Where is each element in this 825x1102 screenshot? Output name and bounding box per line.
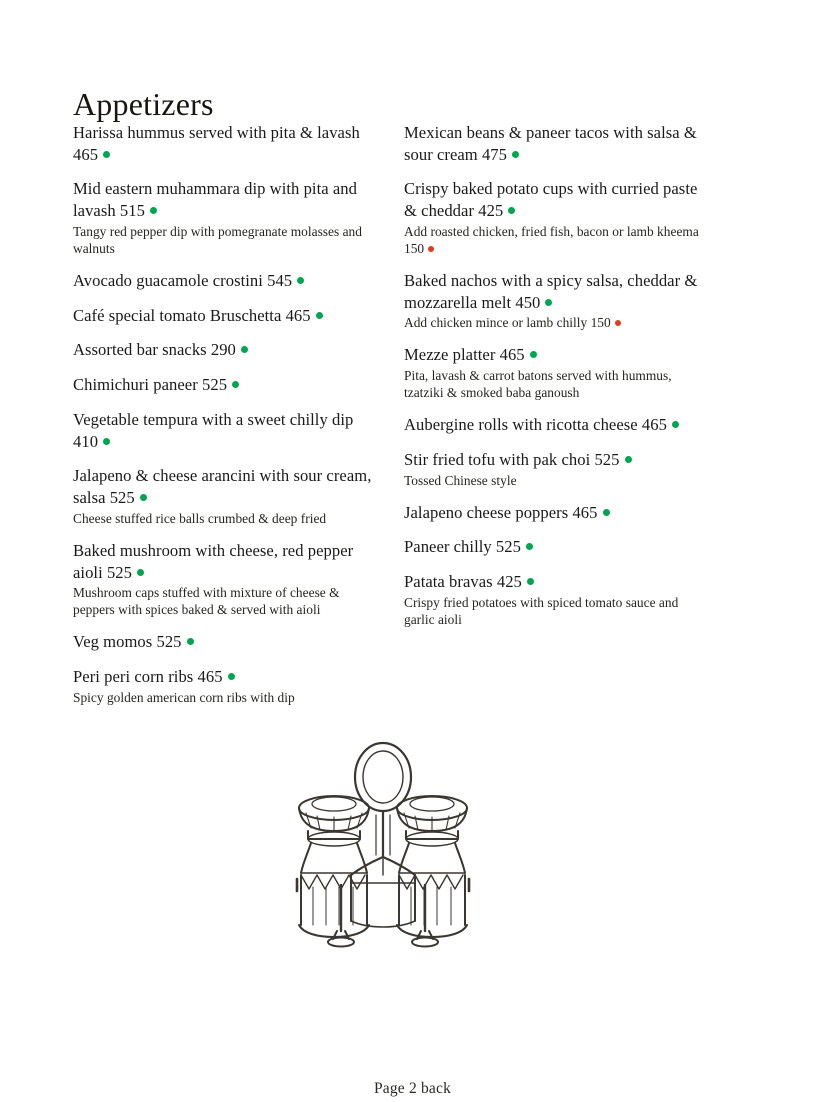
veg-dot-icon	[527, 578, 534, 585]
menu-item-name: Mid eastern muhammara dip with pita and lavash 515	[73, 179, 357, 221]
veg-dot-icon	[137, 569, 144, 576]
veg-dot-icon	[526, 543, 533, 550]
menu-item-name: Stir fried tofu with pak choi 525	[404, 449, 704, 471]
menu-item	[404, 571, 704, 628]
menu-item	[404, 449, 704, 489]
menu-item	[73, 409, 373, 452]
menu-item	[404, 178, 704, 257]
menu-item	[73, 631, 373, 653]
menu-column-right	[404, 122, 704, 706]
veg-dot-icon	[103, 151, 110, 158]
menu-item-name: Assorted bar snacks 290	[73, 339, 373, 361]
page-footer: Page 2 back	[373, 1080, 452, 1097]
menu-item-name: Café special tomato Bruschetta 465	[73, 305, 373, 327]
menu-item-name: Harissa hummus served with pita & lavash 465	[73, 123, 360, 164]
veg-dot-icon	[545, 299, 552, 306]
menu-item-name: Avocado guacamole crostini 545	[73, 270, 373, 292]
veg-dot-icon	[103, 438, 110, 445]
menu-item-description: Crispy fried potatoes with spiced tomato sauce and garlic aioli	[404, 594, 679, 627]
veg-dot-icon	[232, 381, 239, 388]
menu-item	[73, 540, 373, 619]
veg-dot-icon	[530, 351, 537, 358]
menu-item	[404, 270, 704, 331]
menu-item	[73, 339, 373, 361]
menu-item-name: Mezze platter 465	[404, 344, 704, 366]
menu-item-name: Aubergine rolls with ricotta cheese 465	[404, 414, 704, 436]
veg-dot-icon	[625, 456, 632, 463]
menu-item	[404, 344, 704, 401]
menu-item-name: Mexican beans & paneer tacos with salsa & sour cream 475	[404, 123, 697, 164]
nonveg-dot-icon	[428, 246, 434, 252]
menu-item-description: Cheese stuffed rice balls crumbed & deep fried	[73, 510, 327, 526]
veg-dot-icon	[297, 277, 304, 284]
menu-item-name: Vegetable tempura with a sweet chilly dip 410	[73, 409, 354, 451]
cruet-set-illustration	[277, 735, 489, 950]
menu-item-name: Jalapeno cheese poppers 465	[404, 502, 704, 524]
menu-item	[404, 414, 704, 436]
veg-dot-icon	[672, 421, 679, 428]
menu-item	[73, 465, 373, 526]
page-title: Appetizers	[73, 86, 214, 123]
menu-item-name: Paneer chilly 525	[404, 536, 704, 558]
veg-dot-icon	[316, 312, 323, 319]
veg-dot-icon	[150, 207, 157, 214]
menu-item	[73, 270, 373, 292]
nonveg-dot-icon	[615, 320, 621, 326]
menu-item-name: Baked nachos with a spicy salsa, cheddar & mozzarella melt 450	[404, 270, 698, 312]
menu-item-name: Veg momos 525	[73, 631, 373, 653]
menu-item	[73, 122, 373, 165]
menu-item-name: Peri peri corn ribs 465	[73, 666, 373, 688]
menu-columns	[73, 122, 763, 706]
veg-dot-icon	[508, 207, 515, 214]
menu-item-description: Pita, lavash & carrot batons served with hummus, tzatziki & smoked baba ganoush	[404, 368, 672, 401]
menu-item-description: Tangy red pepper dip with pomegranate molasses and walnuts	[73, 223, 362, 256]
menu-item	[404, 502, 704, 524]
veg-dot-icon	[603, 509, 610, 516]
veg-dot-icon	[140, 494, 147, 501]
veg-dot-icon	[512, 151, 519, 158]
veg-dot-icon	[228, 673, 235, 680]
menu-item-description: Tossed Chinese style	[404, 472, 517, 488]
menu-item-description: Add chicken mince or lamb chilly 150	[404, 314, 704, 331]
menu-item-description: Spicy golden american corn ribs with dip	[73, 689, 295, 705]
menu-column-left	[73, 122, 373, 706]
menu-item	[73, 666, 373, 706]
menu-item-name: Chimichuri paneer 525	[73, 374, 373, 396]
menu-item-name: Jalapeno & cheese arancini with sour cream, salsa 525	[73, 466, 372, 508]
menu-item	[404, 536, 704, 558]
menu-item	[73, 305, 373, 327]
menu-item-name: Patata bravas 425	[404, 571, 704, 593]
menu-item	[73, 374, 373, 396]
menu-item-name: Baked mushroom with cheese, red pepper aioli 525	[73, 540, 354, 582]
menu-item-description: Add roasted chicken, fried fish, bacon or lamb kheema 150	[404, 223, 699, 256]
menu-item-description: Mushroom caps stuffed with mixture of cheese & peppers with spices baked & served with aioli	[73, 585, 340, 618]
veg-dot-icon	[241, 346, 248, 353]
menu-item	[73, 178, 373, 257]
menu-item-name: Crispy baked potato cups with curried paste & cheddar 425	[404, 179, 698, 221]
menu-item	[404, 122, 704, 165]
veg-dot-icon	[187, 638, 194, 645]
